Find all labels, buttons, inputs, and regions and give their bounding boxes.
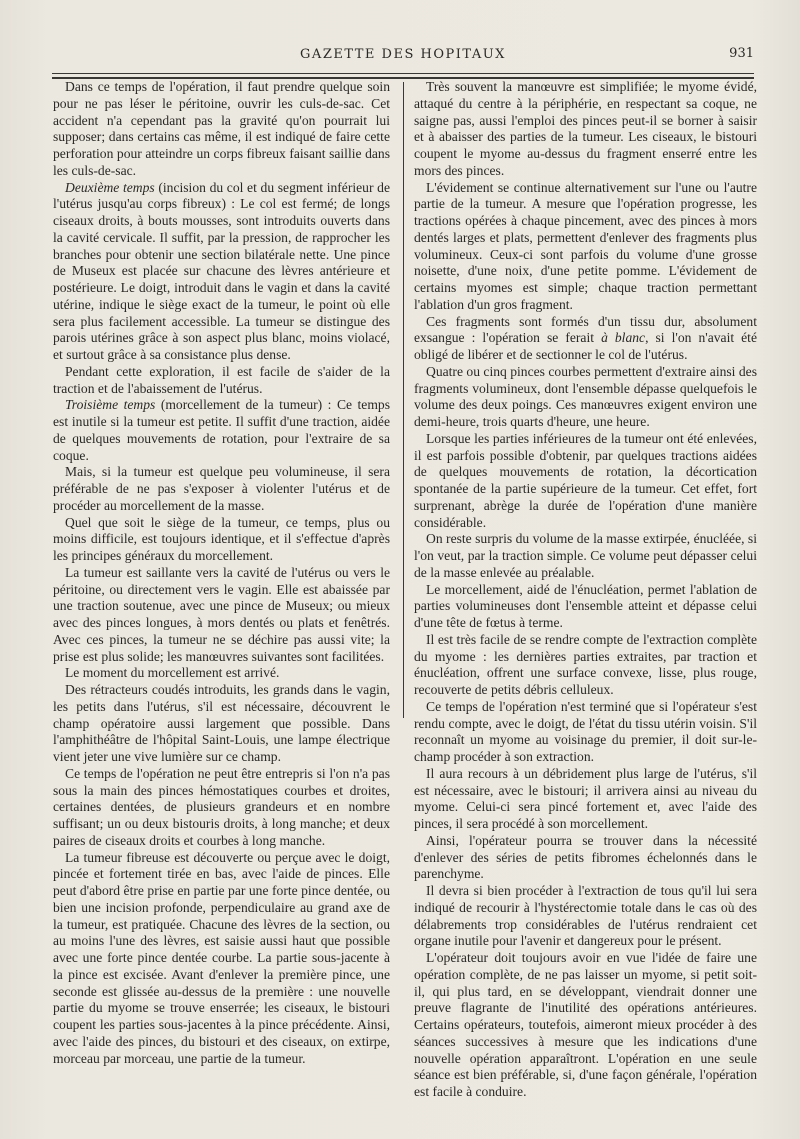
paragraph-text: Ces fragments sont formés d'un tissu dur, absolument exsangue : l'opération se ferait (414, 313, 757, 346)
paragraph (414, 883, 757, 950)
paragraph (53, 565, 390, 666)
header-rule-thin (52, 73, 754, 74)
paragraph-text: L'évidement se continue alternativement sur l'une ou l'autre partie de la tumeur. A mesure que l'opération progresse, les tractions opérées à chaque pincement, avec des pinces à mors dentés larges et plats, permettent d'enlever des fragments plus volumineux. Ceux-ci sont parfois du volume d'une grosse noisette, d'une noix, d'une petite pomme. L'évidement de certains myomes est simple; chaque traction permettant l'ablation d'un gros fragment. (414, 179, 757, 312)
paragraph-text: Ce temps de l'opération n'est terminé que si l'opérateur s'est rendu compte, avec le doigt, de l'état du tissu utérin voisin. S'il reconnaît un myome au voisinage du premier, il doit sur-le-champ procéder à son extraction. (414, 698, 757, 764)
paragraph (414, 79, 757, 180)
paragraph (53, 766, 390, 850)
paragraph-text: Quel que soit le siège de la tumeur, ce temps, plus ou moins difficile, est toujours identique, et il s'effectue d'après les principes généraux du morcellement. (53, 514, 390, 563)
paragraph (53, 515, 390, 565)
section-lead: Troisième temps (65, 397, 156, 413)
paragraph-text: Des rétracteurs coudés introduits, les grands dans le vagin, les petits dans l'utérus, s'il est nécessaire, découvrent le champ opératoire aussi largement que possible. Dans l'amphithéâtre de l'hôpital Saint-Louis, une lampe électrique vient jeter une vive lumière sur ce champ. (53, 682, 390, 764)
paragraph (53, 464, 390, 514)
emphasis: à blanc (601, 330, 646, 346)
paragraph-text: La tumeur fibreuse est découverte ou perçue avec le doigt, pincée et fortement tirée en bas, avec l'aide de pinces. Elle peut d'abord être prise en partie par une forte pince dentée, ou bien une incision profonde, perpendiculaire au grand axe de la tumeur, est pratiquée. Chacune des lèvres de la section, ou au moins l'une des lèvres, est saisie aussi haut que possible avec une forte pince dentée courbe. La partie sous-jacente à la pince est excisée. Avant d'enlever la première pince, une seconde est glissée au-dessus de la première : une nouvelle partie du myome se trouve enserrée; les ciseaux, le bistouri coupent les parties sous-jacentes à la pince précédente. Ainsi, avec l'aide des pinces, du bistouri et des ciseaux, on extirpe, morceau par morceau, une partie de la tumeur. (53, 849, 390, 1066)
paragraph (53, 682, 390, 766)
paragraph-text: Quatre ou cinq pinces courbes permettent d'extraire ainsi des fragments volumineux, dont l'ensemble dépasse quelquefois le volume des deux poings. Ces manœuvres exigent environ une demi-heure, trois quarts d'heure, une heure. (414, 363, 757, 429)
paragraph (414, 699, 757, 766)
paragraph-text: La tumeur est saillante vers la cavité de l'utérus ou vers le péritoine, ou directement vers le vagin. Elle est abaissée par une traction soutenue, avec une pince de Museux; ou mieux avec des pinces longues, à mors dentés ou plats et fenêtrés. Avec ces pinces, la tumeur ne se déchire pas aussi vite; la prise est plus solide; les manœuvres suivantes sont facilitées. (53, 564, 390, 664)
paragraph-text: L'opérateur doit toujours avoir en vue l'idée de faire une opération complète, de ne pas laisser un myome, si petit soit-il, qui plus tard, en se développant, viendrait donner une preuve flagrante de l'inutilité des opérations antérieures. Certains opérateurs, toutefois, aimeront mieux procéder à des séances successives à mesure que les indications d'une nouvelle opération apparaîtront. L'opération en une seule séance est bien préférable, si, d'une façon générale, l'opération est facile à conduire. (414, 950, 757, 1099)
section-lead: Deuxième temps (65, 179, 155, 195)
paragraph-text: Ce temps de l'opération ne peut être entrepris si l'on n'a pas sous la main des pinces hémostatiques courbes et droites, certaines dentées, de plusieurs grandeurs et en nombre suffisant; un ou deux bistouris droits, à long manche; et deux paires de ciseaux droits et courbes à long manche. (53, 765, 390, 848)
paragraph-text: Le morcellement, aidé de l'énucléation, permet l'ablation de parties volumineuses dont l'ensemble atteint et dépasse celui d'une tête de fœtus à terme. (414, 581, 757, 630)
running-title: GAZETTE DES HOPITAUX (300, 47, 506, 62)
paragraph-text: Ainsi, l'opérateur pourra se trouver dans la nécessité d'enlever des séries de petits fibromes échelonnés dans le parenchyme. (414, 832, 757, 882)
paragraph (53, 665, 390, 682)
paragraph (414, 364, 757, 431)
paragraph (414, 950, 757, 1101)
page-number: 931 (729, 46, 754, 61)
paragraph-text: Mais, si la tumeur est quelque peu volumineuse, il sera préférable de ne pas s'exposer à violenter l'utérus et de procéder au morcellement de la masse. (53, 464, 390, 513)
paragraph-text: Il aura recours à un débridement plus large de l'utérus, s'il est nécessaire, avec le bistouri; il arrivera ainsi au niveau du myome. Celui-ci sera pincé fortement et, avec l'aide des pinces, il sera procédé à son morcellement. (414, 765, 757, 831)
paragraph (414, 314, 757, 364)
paragraph-text: On reste surpris du volume de la masse extirpée, énucléée, si l'on veut, par la traction simple. Ce volume peut dépasser celui de la masse enlevée au préalable. (414, 531, 757, 580)
paragraph-text: Dans ce temps de l'opération, il faut prendre quelque soin pour ne pas léser le péritoine, ouvrir les culs-de-sac. Cet accident n'a cependant pas la gravité qu'on pourrait lui supposer; dans certains cas même, il est indiqué de faire cette perforation pour atteindre un corps fibreux faisant saillie dans les culs-de-sac. (53, 79, 390, 178)
paragraph-text: Le moment du morcellement est arrivé. (65, 665, 280, 681)
paragraph-text-tail: , si l'on n'avait été obligé de libérer et de sectionner le col de l'utérus. (414, 330, 757, 362)
paragraph-text: Pendant cette exploration, il est facile de s'aider de la traction et de l'abaissement de l'utérus. (53, 363, 390, 396)
left-column (53, 79, 390, 1067)
paragraph (414, 632, 757, 699)
paragraph (414, 531, 757, 581)
paragraph (53, 364, 390, 398)
paragraph (414, 833, 757, 883)
paragraph-text: (morcellement de la tumeur) : Ce temps est inutile si la tumeur est petite. Il suffit d'une traction, aidée de quelques mouvements de rotation, pour l'extraire de sa coque. (53, 397, 390, 463)
paragraph (53, 850, 390, 1068)
paragraph (53, 397, 390, 464)
paragraph-text: Lorsque les parties inférieures de la tumeur ont été enlevées, il est parfois possible d'obtenir, par quelques tractions aidées de quelques mouvements de rotation, la décortication spontanée de la partie supérieure de la tumeur. Cet effet, fort surprenant, abrège la durée de l'opération d'une manière considérable. (414, 430, 757, 530)
paragraph-text: Il est très facile de se rendre compte de l'extraction complète du myome : les dernières parties extraites, par traction et énucléation, offrent une surface convexe, lisse, plus rouge, recouverte de petits débris celluleux. (414, 631, 757, 697)
paragraph-text: Très souvent la manœuvre est simplifiée; le myome évidé, attaqué du centre à la périphérie, en respectant sa coque, ne saigne pas, aussi l'emploi des pinces peut-il se borner à saisir et à abaisser des parties de la tumeur. Les ciseaux, le bistouri coupent le myome au-dessus du fragment enserré entre les mors des pinces. (414, 79, 757, 178)
page-header (52, 44, 754, 66)
paragraph (414, 766, 757, 833)
paragraph (53, 79, 390, 180)
column-divider (403, 82, 404, 718)
right-column (414, 79, 757, 1101)
paragraph-text: (incision du col et du segment inférieur de l'utérus jusqu'au corps fibreux) : Le col est fermé; de longs ciseaux droits, à bouts mousses, sont introduits ouverts dans la cavité cervicale. Il suffit, par la pression, de rapprocher les branches pour obtenir une section bilatérale nette. Une pince de Museux est placée sur chacune des lèvres antérieure et postérieure. Le doigt, introduit dans le vagin et dans la cavité utérine, indique le siège exact de la tumeur, le point où elle sera plus facilement accessible. La tumeur se distingue des parois utérines grâce à son aspect plus blanc, moins violacé, et surtout grâce à sa consistance plus dense. (53, 179, 390, 362)
paragraph (53, 180, 390, 364)
paragraph (414, 582, 757, 632)
paragraph (414, 180, 757, 314)
paragraph-text: Il devra si bien procéder à l'extraction de tous qu'il lui sera indiqué de recourir à l'hystérectomie totale dans le cas où des délabrements trop considérables de l'utérus rendraient cet organe inutile pour l'avenir et dangereux pour le présent. (414, 883, 757, 949)
paragraph (414, 431, 757, 532)
